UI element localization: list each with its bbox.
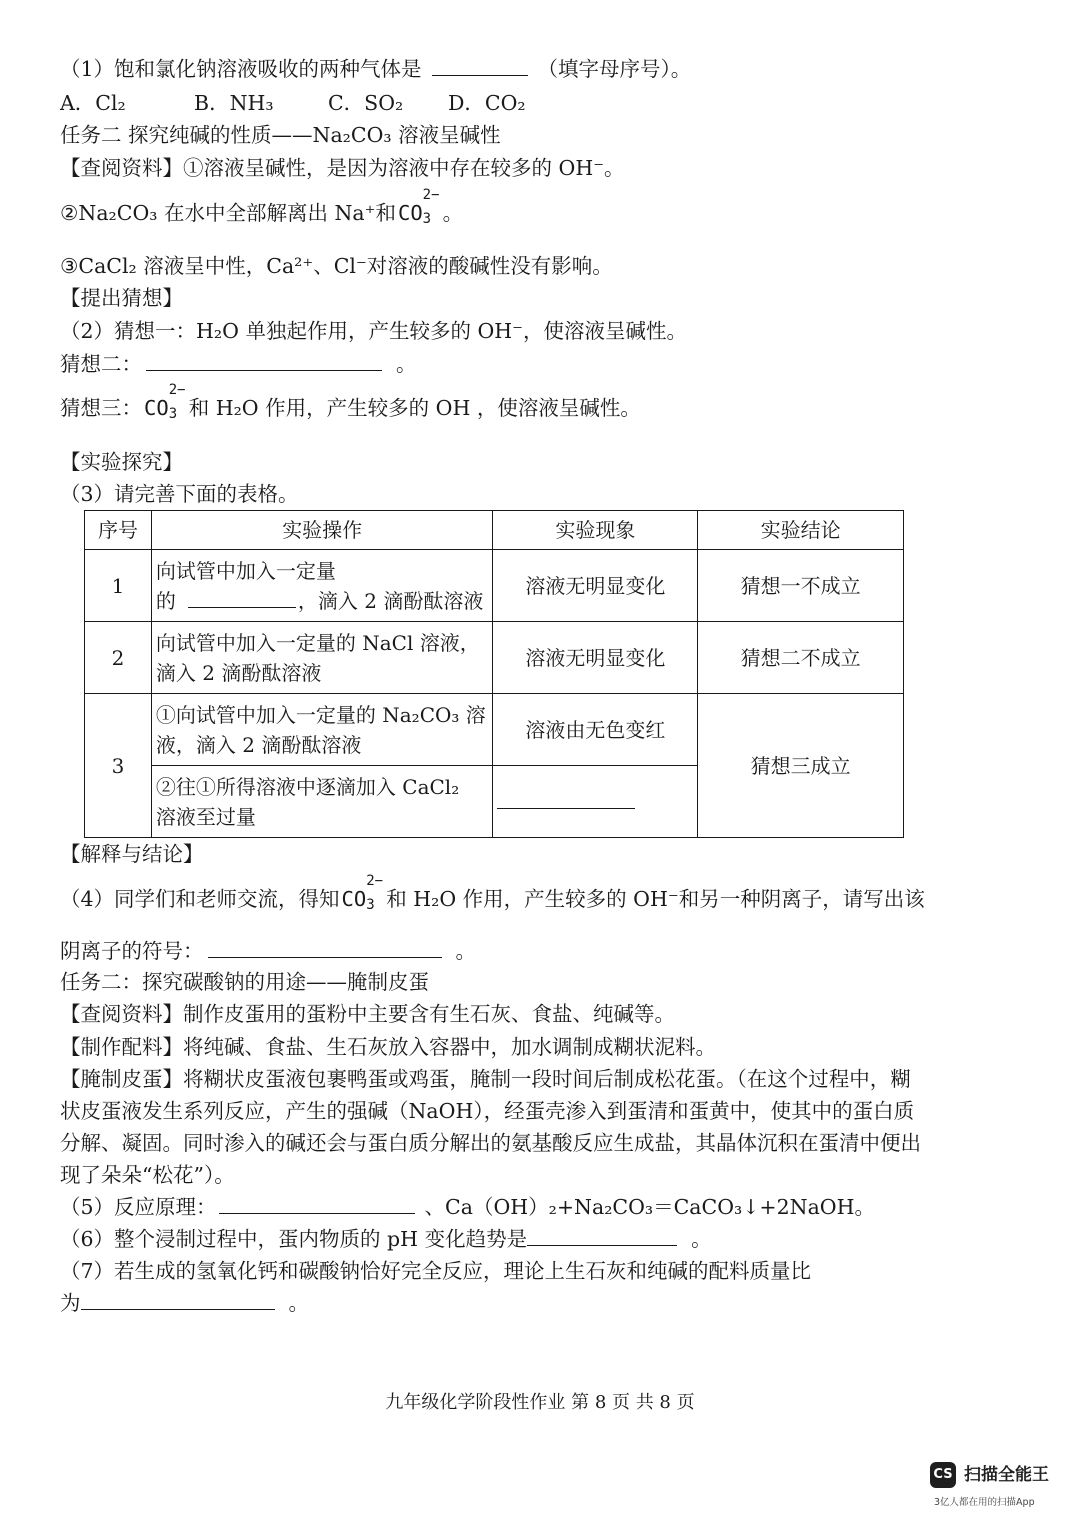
explain-heading: 【解释与结论】 (60, 842, 204, 866)
carbonate-ion: CO 2− 3 (341, 873, 384, 913)
q7-answer-line: 为 。 (60, 1291, 309, 1315)
row-phenomenon: 溶液无明显变化 (493, 622, 698, 694)
row-no: 3 (85, 694, 152, 838)
option-b: B．NH₃ (194, 91, 274, 115)
hypothesis-heading: 【提出猜想】 (60, 286, 183, 310)
mass-ratio-blank[interactable] (81, 1289, 275, 1310)
task2-info-1: 【查阅资料】①溶液呈碱性，是因为溶液中存在较多的 OH⁻。 (60, 156, 625, 180)
q4-line: （4）同学们和老师交流，得知CO 2− 3 和 H₂O 作用，产生较多的 OH⁻和另一种阴离子，请写出该 (60, 873, 925, 913)
row-operation: 向试管中加入一定量的 NaCl 溶液， 滴入 2 滴酚酞溶液 (151, 622, 493, 694)
row-operation: ②往①所得溶液中逐滴加入 CaCl₂ 溶液至过量 (151, 766, 493, 838)
phenomenon-blank[interactable] (497, 788, 635, 809)
page-footer: 九年级化学阶段性作业 第 8 页 共 8 页 (385, 1392, 695, 1413)
scanner-watermark (930, 1462, 1070, 1516)
task3-title: 任务二：探究碳酸钠的用途——腌制皮蛋 (60, 970, 429, 994)
reagent-blank[interactable] (188, 587, 296, 608)
watermark-name: 扫描全能王 (964, 1465, 1049, 1485)
q4-answer-line: 阴离子的符号： 。 (60, 939, 476, 963)
q1-options (60, 88, 526, 118)
task2-info-2: ②Na₂CO₃ 在水中全部解离出 Na⁺和CO 2− 3 。 (60, 187, 464, 227)
row-phenomenon: 溶液由无色变红 (493, 694, 698, 766)
q5-line: （5）反应原理： 、Ca（OH）₂+Na₂CO₃＝CaCO₃↓+2NaOH。 (60, 1195, 875, 1219)
watermark-tagline: 3亿人都在用的扫描App (934, 1497, 1035, 1508)
table-row (85, 622, 904, 694)
row-conclusion: 猜想三成立 (698, 694, 904, 838)
q1-answer-blank[interactable] (432, 55, 528, 76)
table-row (85, 550, 904, 622)
anion-symbol-blank[interactable] (208, 937, 442, 958)
row-operation: ①向试管中加入一定量的 Na₂CO₃ 溶 液，滴入 2 滴酚酞溶液 (151, 694, 493, 766)
task3-pickle-1: 【腌制皮蛋】将糊状皮蛋液包裹鸭蛋或鸡蛋，腌制一段时间后制成松花蛋。（在这个过程中，糊 (60, 1067, 911, 1091)
hypothesis-1: （2）猜想一：H₂O 单独起作用，产生较多的 OH⁻，使溶液呈碱性。 (60, 319, 687, 343)
task3-prep: 【制作配料】将纯碱、食盐、生石灰放入容器中，加水调制成糊状泥料。 (60, 1035, 716, 1059)
header-conclusion: 实验结论 (698, 511, 904, 550)
header-no: 序号 (85, 511, 152, 550)
task2-title: 任务二 探究纯碱的性质——Na₂CO₃ 溶液呈碱性 (60, 123, 501, 147)
row-conclusion: 猜想二不成立 (698, 622, 904, 694)
row-conclusion: 猜想一不成立 (698, 550, 904, 622)
table-header-row (85, 511, 904, 550)
q7-line: （7）若生成的氢氧化钙和碳酸钠恰好完全反应，理论上生石灰和纯碱的配料质量比 (60, 1259, 812, 1283)
carbonate-ion: CO 2− 3 (397, 187, 440, 227)
option-d: D．CO₂ (448, 91, 526, 115)
option-a: A．Cl₂ (60, 91, 126, 115)
row-phenomenon: 溶液无明显变化 (493, 550, 698, 622)
header-operation: 实验操作 (151, 511, 493, 550)
task3-info: 【查阅资料】制作皮蛋用的蛋粉中主要含有生石灰、食盐、纯碱等。 (60, 1002, 675, 1026)
carbonate-ion: CO 2− 3 (144, 382, 186, 422)
option-c: C．SO₂ (328, 91, 404, 115)
experiment-heading: 【实验探究】 (60, 450, 183, 474)
row-operation: 向试管中加入一定量 的 ，滴入 2 滴酚酞溶液 (151, 550, 493, 622)
cs-logo-icon: CS (930, 1462, 956, 1488)
row-no: 2 (85, 622, 152, 694)
header-phenomenon: 实验现象 (493, 511, 698, 550)
task3-pickle-3: 分解、凝固。同时渗入的碱还会与蛋白质分解出的氨基酸反应生成盐，其晶体沉积在蛋清中便出 (60, 1131, 921, 1155)
hypothesis-2-blank[interactable] (146, 350, 382, 371)
hypothesis-3: 猜想三：CO 2− 3 和 H₂O 作用，产生较多的 OH ，使溶液呈碱性。 (60, 382, 641, 422)
task3-pickle-4: 现了朵朵“松花”）。 (60, 1163, 235, 1187)
row-no: 1 (85, 550, 152, 622)
reaction-equation-blank[interactable] (219, 1193, 415, 1214)
q1-line: （1）饱和氯化钠溶液吸收的两种气体是 （填字母序号）。 (60, 57, 692, 81)
q3-prompt: （3）请完善下面的表格。 (60, 482, 299, 506)
hypothesis-2: 猜想二： 。 (60, 352, 417, 376)
table-row (85, 694, 904, 766)
experiment-table (84, 510, 904, 838)
q6-line: （6）整个浸制过程中，蛋内物质的 pH 变化趋势是 。 (60, 1227, 712, 1251)
task3-pickle-2: 状皮蛋液发生系列反应，产生的强碱（NaOH），经蛋壳渗入到蛋清和蛋黄中，使其中的蛋白质 (60, 1099, 915, 1123)
ph-trend-blank[interactable] (527, 1225, 677, 1246)
task2-info-3: ③CaCl₂ 溶液呈中性，Ca²⁺、Cl⁻对溶液的酸碱性没有影响。 (60, 254, 613, 278)
phenomenon-blank-cell (493, 766, 698, 838)
